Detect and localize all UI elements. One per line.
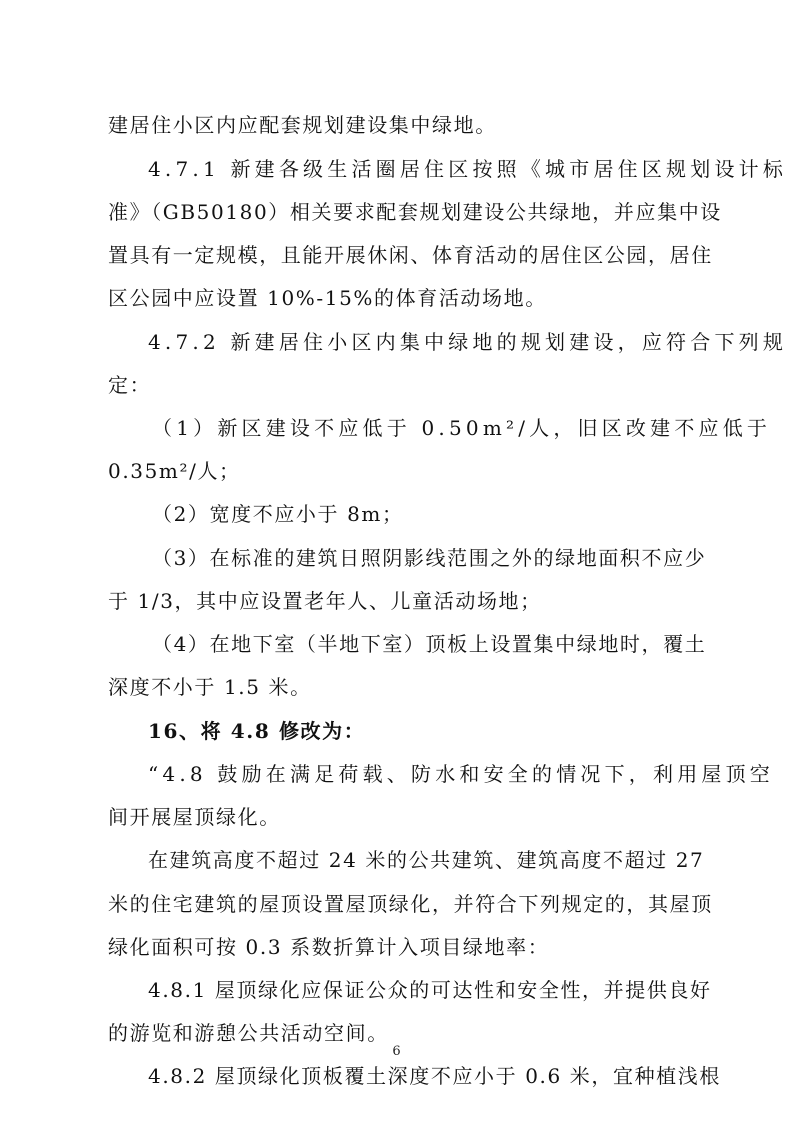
text-line: 区公园中应设置 10%-15%的体育活动场地。 <box>108 286 547 310</box>
text-line: （2）宽度不应小于 8m； <box>152 502 404 526</box>
text-line: 16、将 4.8 修改为： <box>148 719 366 743</box>
text-line: 于 1/3，其中应设置老年人、儿童活动场地； <box>108 589 542 613</box>
text-line: 0.35m²/人； <box>108 459 241 483</box>
text-line: 绿化面积可按 0.3 系数折算计入项目绿地率： <box>108 935 550 959</box>
text-line: （3）在标准的建筑日照阴影线范围之外的绿地面积不应少 <box>152 546 707 570</box>
text-line: 的游览和游憩公共活动空间。 <box>108 1021 389 1045</box>
text-line: （4）在地下室（半地下室）顶板上设置集中绿地时，覆土 <box>152 632 707 656</box>
text-line: 置具有一定规模，且能开展休闲、体育活动的居住区公园，居住 <box>108 243 713 267</box>
text-line: 在建筑高度不超过 24 米的公共建筑、建筑高度不超过 27 <box>148 848 705 872</box>
text-line: 4.8.2 屋顶绿化顶板覆土深度不应小于 0.6 米，宜种植浅根 <box>148 1064 721 1088</box>
text-line: 4.8.1 屋顶绿化应保证公众的可达性和安全性，并提供良好 <box>148 978 712 1002</box>
text-line: “4.8 鼓励在满足荷载、防水和安全的情况下，利用屋顶空 <box>148 762 774 786</box>
text-line: （1）新区建设不应低于 0.50m²/人，旧区改建不应低于 <box>152 416 772 440</box>
text-line: 深度不小于 1.5 米。 <box>108 675 312 699</box>
text-line: 准》（GB50180）相关要求配套规划建设公共绿地，并应集中设 <box>108 200 722 224</box>
text-line: 4.7.2 新建居住小区内集中绿地的规划建设，应符合下列规 <box>148 330 788 354</box>
text-line: 建居住小区内应配套规划建设集中绿地。 <box>108 113 497 137</box>
text-line: 米的住宅建筑的屋顶设置屋顶绿化，并符合下列规定的，其屋顶 <box>108 892 713 916</box>
text-line: 间开展屋顶绿化。 <box>108 805 281 829</box>
page-number: 6 <box>392 1044 401 1059</box>
text-line: 4.7.1 新建各级生活圈居住区按照《城市居住区规划设计标 <box>148 157 788 181</box>
text-line: 定： <box>108 373 152 397</box>
